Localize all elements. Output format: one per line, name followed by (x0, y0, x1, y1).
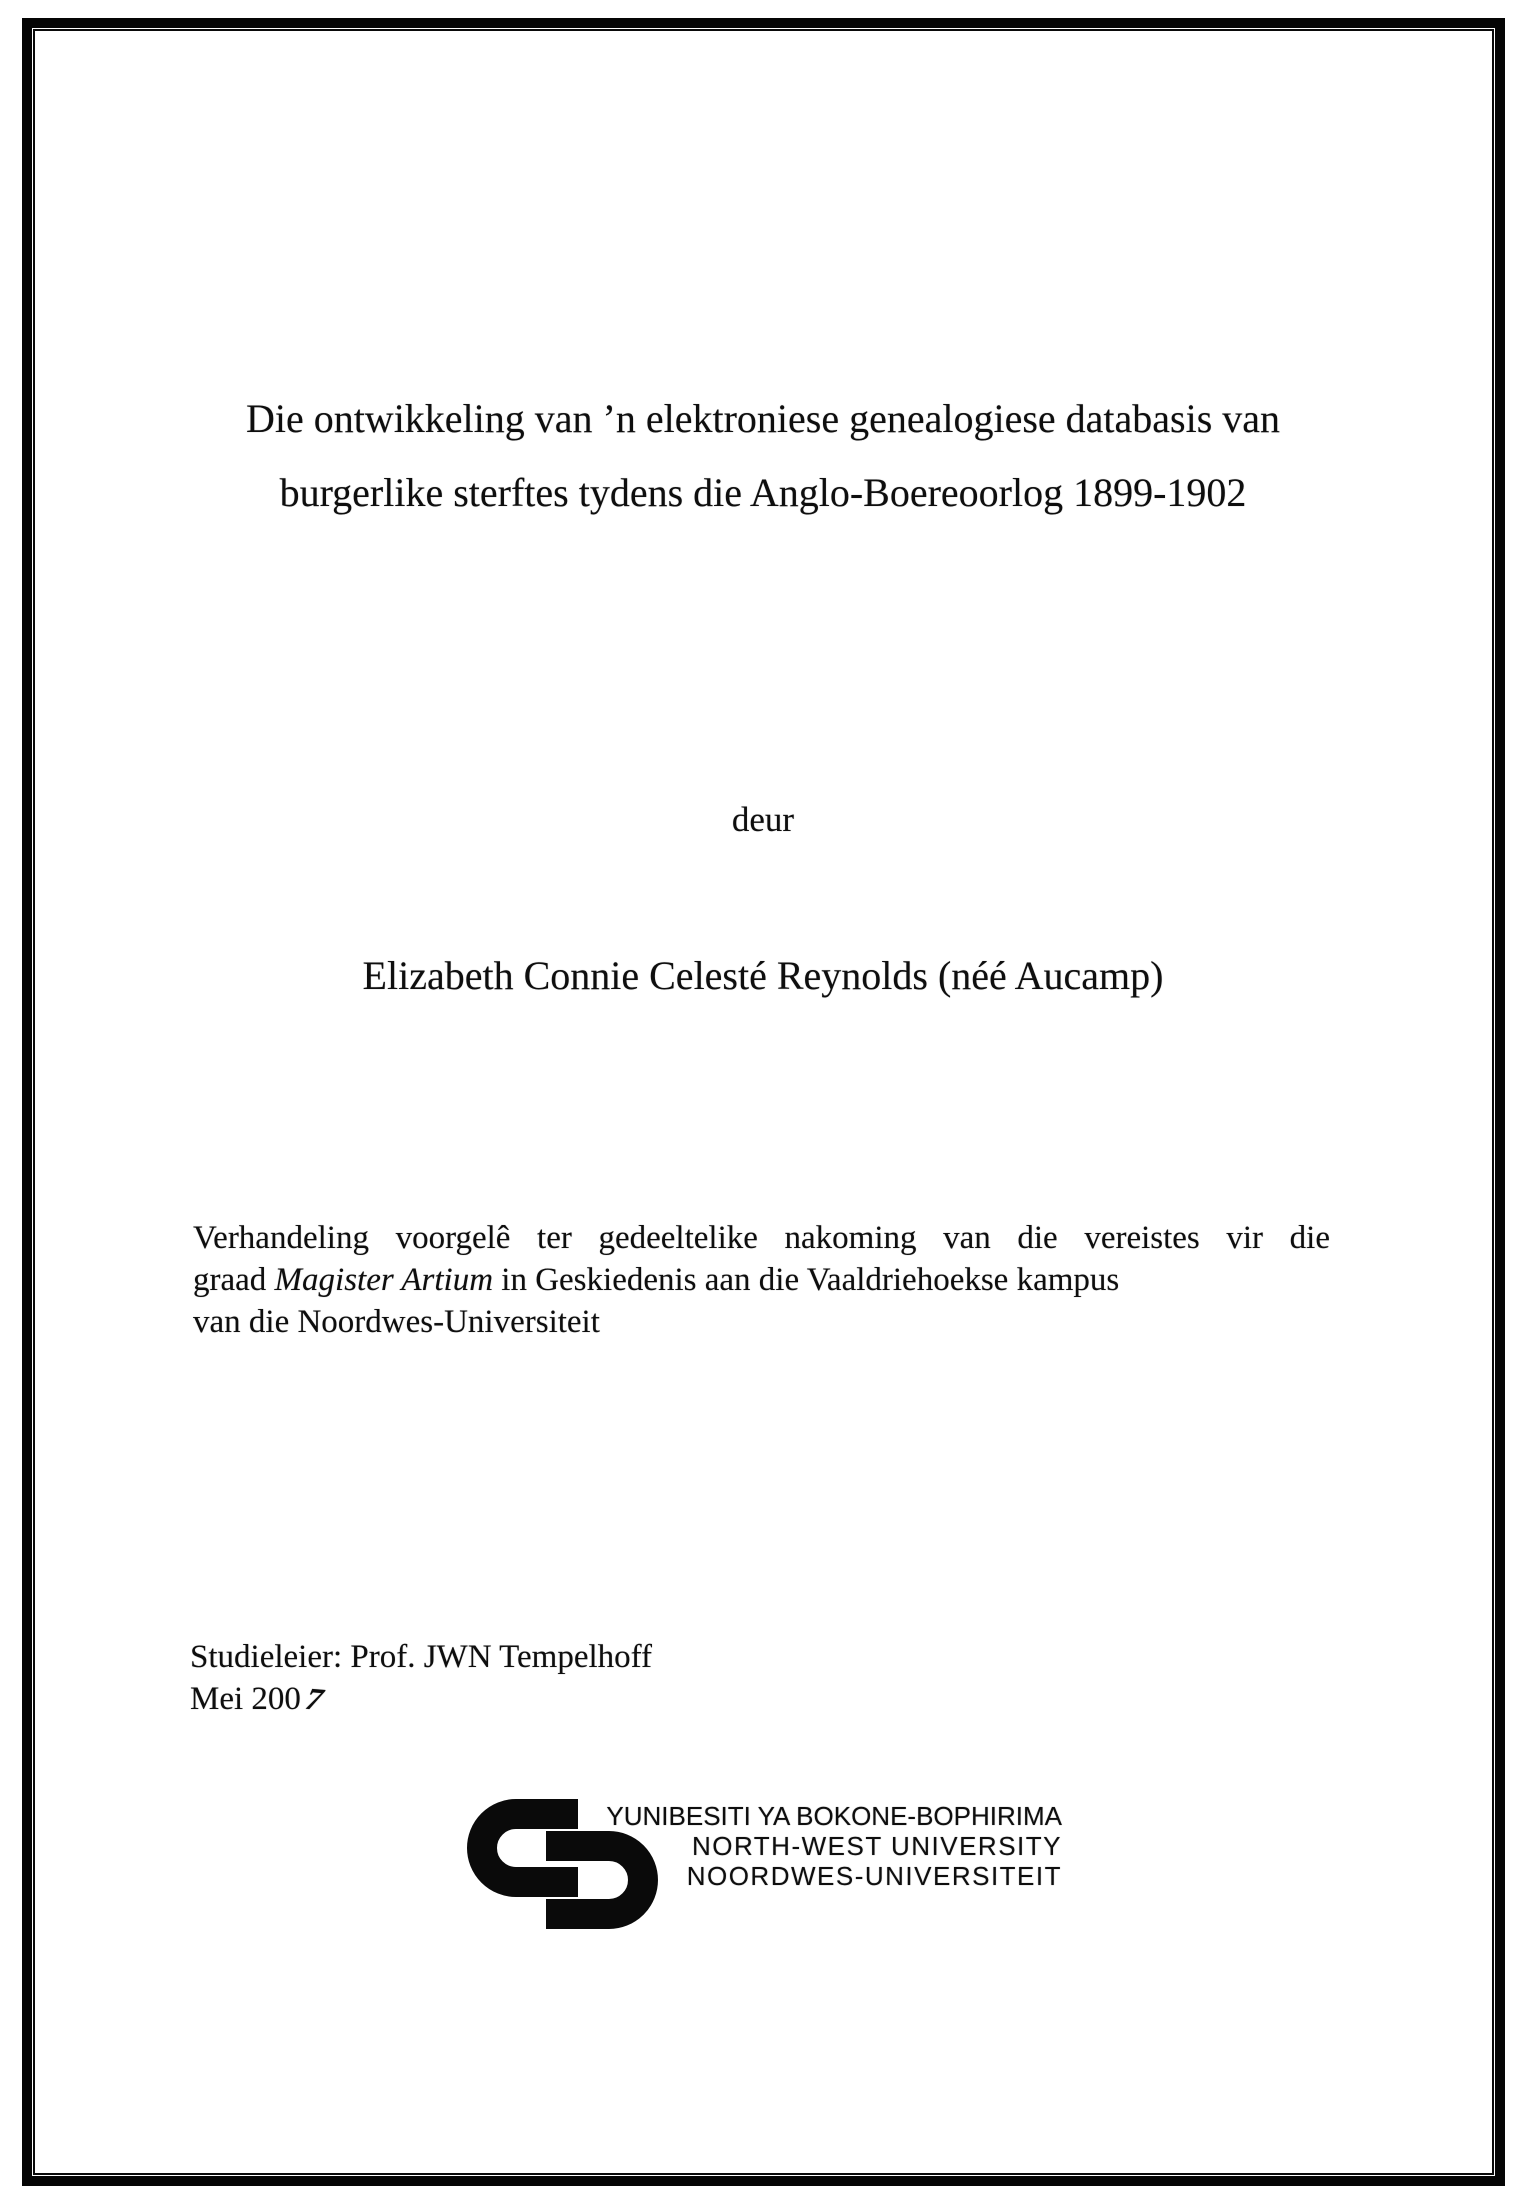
degree-statement-line3: van die Noordwes-Universiteit (193, 1304, 600, 1340)
degree-statement-line2 (193, 1259, 1330, 1301)
degree-name: Magister Artium (274, 1262, 494, 1298)
date-prefix: Mei 200 (190, 1681, 301, 1717)
degree-statement (193, 1217, 1330, 1343)
thesis-title-line1: Die ontwikkeling van ’n elektroniese genealogiese databasis van (245, 396, 1281, 441)
logo-line-afrikaans: NOORDWES-UNIVERSITEIT (686, 1861, 1062, 1891)
degree-line2-suffix: in Geskiedenis aan die Vaaldriehoekse kampus (493, 1262, 1120, 1298)
handwritten-seven: 7 (299, 1682, 329, 1718)
university-logotype (578, 1801, 1062, 1891)
degree-statement-line1: Verhandeling voorgelê ter gedeeltelike nakoming van die vereistes vir die (193, 1220, 1330, 1256)
thesis-title-line2: burgerlike sterftes tydens die Anglo-Boereoorlog 1899-1902 (279, 470, 1247, 515)
author-name: Elizabeth Connie Celesté Reynolds (néé Aucamp) (362, 953, 1164, 998)
logo-line-setswana: YUNIBESITI YA BOKONE-BOPHIRIMA (606, 1801, 1062, 1831)
byline-deur: deur (731, 800, 795, 839)
thesis-title (193, 382, 1333, 530)
supervisor-block (190, 1636, 652, 1720)
supervisor-line: Studieleier: Prof. JWN Tempelhoff (190, 1639, 653, 1675)
logo-line-english: NORTH-WEST UNIVERSITY (691, 1831, 1062, 1861)
date-line (190, 1678, 652, 1720)
degree-line2-prefix: graad (193, 1262, 275, 1298)
